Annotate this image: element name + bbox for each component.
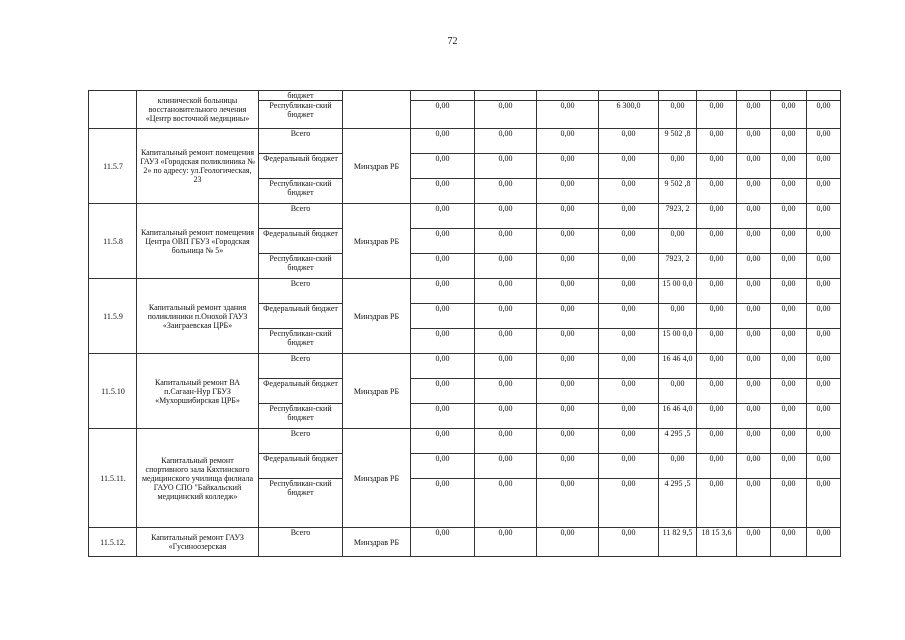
value-cell: 0,00 — [411, 528, 475, 557]
value-cell: 4 295 ,5 — [659, 429, 697, 454]
value-cell — [537, 91, 599, 101]
value-cell: 0,00 — [411, 204, 475, 229]
item-code: 11.5.8 — [89, 204, 137, 279]
value-cell: 0,00 — [771, 479, 807, 528]
value-cell — [737, 91, 771, 101]
value-cell: 0,00 — [697, 279, 737, 304]
value-cell: 0,00 — [807, 404, 841, 429]
value-cell: 0,00 — [737, 329, 771, 354]
value-cell: 0,00 — [659, 379, 697, 404]
value-cell: 0,00 — [599, 229, 659, 254]
value-cell: 0,00 — [807, 429, 841, 454]
value-cell: 0,00 — [737, 179, 771, 204]
value-cell: 0,00 — [599, 129, 659, 154]
value-cell: 0,00 — [537, 279, 599, 304]
funding-source: Республикан-ский бюджет — [259, 479, 343, 528]
value-cell: 0,00 — [807, 129, 841, 154]
value-cell: 0,00 — [737, 454, 771, 479]
value-cell: 0,00 — [537, 429, 599, 454]
value-cell: 0,00 — [771, 354, 807, 379]
funding-source: Республикан-ский бюджет — [259, 329, 343, 354]
value-cell: 0,00 — [697, 154, 737, 179]
value-cell: 0,00 — [771, 204, 807, 229]
value-cell: 0,00 — [737, 154, 771, 179]
value-cell: 0,00 — [475, 101, 537, 129]
executor: Минздрав РБ — [343, 129, 411, 204]
executor: Минздрав РБ — [343, 528, 411, 557]
funding-source: Республикан-ский бюджет — [259, 101, 343, 129]
value-cell: 0,00 — [737, 379, 771, 404]
funding-source: Всего — [259, 354, 343, 379]
value-cell: 0,00 — [659, 101, 697, 129]
value-cell: 0,00 — [537, 129, 599, 154]
value-cell: 0,00 — [599, 354, 659, 379]
value-cell: 0,00 — [599, 379, 659, 404]
funding-source: Всего — [259, 129, 343, 154]
value-cell: 0,00 — [807, 329, 841, 354]
value-cell: 0,00 — [411, 429, 475, 454]
value-cell: 0,00 — [771, 254, 807, 279]
item-code: 11.5.10 — [89, 354, 137, 429]
value-cell: 4 295 ,5 — [659, 479, 697, 528]
value-cell: 18 15 3,6 — [697, 528, 737, 557]
value-cell: 0,00 — [537, 479, 599, 528]
value-cell: 0,00 — [807, 479, 841, 528]
value-cell — [697, 91, 737, 101]
value-cell: 0,00 — [697, 454, 737, 479]
value-cell: 0,00 — [737, 304, 771, 329]
value-cell: 0,00 — [771, 179, 807, 204]
value-cell: 0,00 — [411, 404, 475, 429]
value-cell: 0,00 — [537, 101, 599, 129]
value-cell: 15 00 0,0 — [659, 279, 697, 304]
value-cell: 0,00 — [599, 479, 659, 528]
value-cell: 0,00 — [599, 279, 659, 304]
item-name: Капитальный ремонт помещения ГАУЗ «Городская поликлиника № 2» по адресу: ул.Геологическая, 23 — [137, 129, 259, 204]
value-cell: 0,00 — [697, 254, 737, 279]
funding-source: Республикан-ский бюджет — [259, 254, 343, 279]
executor: Минздрав РБ — [343, 429, 411, 528]
value-cell: 0,00 — [659, 454, 697, 479]
value-cell: 0,00 — [807, 101, 841, 129]
item-name: Капитальный ремонт здания поликлиники п.Онохой ГАУЗ «Заиграевская ЦРБ» — [137, 279, 259, 354]
value-cell: 0,00 — [537, 329, 599, 354]
value-cell: 0,00 — [475, 129, 537, 154]
value-cell: 0,00 — [537, 354, 599, 379]
value-cell: 0,00 — [599, 304, 659, 329]
value-cell: 0,00 — [807, 179, 841, 204]
funding-source: Федеральный бюджет — [259, 379, 343, 404]
value-cell: 0,00 — [771, 129, 807, 154]
value-cell: 0,00 — [697, 329, 737, 354]
value-cell: 0,00 — [697, 204, 737, 229]
value-cell: 0,00 — [475, 404, 537, 429]
value-cell: 0,00 — [807, 279, 841, 304]
value-cell: 0,00 — [537, 154, 599, 179]
value-cell: 0,00 — [411, 304, 475, 329]
value-cell: 0,00 — [737, 528, 771, 557]
item-name: клинической больницы восстановительного лечения «Центр восточной медицины» — [137, 91, 259, 129]
value-cell: 0,00 — [697, 354, 737, 379]
table-row — [89, 528, 841, 557]
budget-table — [88, 90, 841, 557]
value-cell: 0,00 — [697, 101, 737, 129]
table-row — [89, 129, 841, 154]
value-cell: 0,00 — [475, 229, 537, 254]
value-cell: 0,00 — [537, 304, 599, 329]
value-cell: 0,00 — [599, 429, 659, 454]
value-cell: 0,00 — [537, 404, 599, 429]
value-cell: 0,00 — [537, 229, 599, 254]
value-cell: 0,00 — [599, 528, 659, 557]
value-cell — [807, 91, 841, 101]
value-cell: 0,00 — [411, 229, 475, 254]
item-code: 11.5.11. — [89, 429, 137, 528]
item-code: 11.5.7 — [89, 129, 137, 204]
value-cell: 0,00 — [411, 279, 475, 304]
value-cell: 0,00 — [411, 329, 475, 354]
value-cell: 0,00 — [659, 154, 697, 179]
value-cell: 0,00 — [807, 204, 841, 229]
funding-source: Всего — [259, 429, 343, 454]
value-cell: 0,00 — [475, 329, 537, 354]
value-cell: 0,00 — [737, 101, 771, 129]
value-cell: 0,00 — [537, 454, 599, 479]
value-cell: 0,00 — [807, 379, 841, 404]
value-cell: 0,00 — [475, 379, 537, 404]
value-cell: 0,00 — [659, 229, 697, 254]
table-row — [89, 354, 841, 379]
value-cell: 0,00 — [807, 354, 841, 379]
value-cell: 0,00 — [475, 279, 537, 304]
value-cell: 0,00 — [599, 404, 659, 429]
value-cell: 0,00 — [737, 229, 771, 254]
value-cell: 0,00 — [475, 429, 537, 454]
table-row — [89, 429, 841, 454]
funding-source: бюджет — [259, 91, 343, 101]
value-cell: 0,00 — [475, 304, 537, 329]
value-cell: 0,00 — [771, 379, 807, 404]
value-cell: 0,00 — [537, 528, 599, 557]
value-cell: 0,00 — [599, 154, 659, 179]
value-cell: 0,00 — [771, 279, 807, 304]
funding-source: Республикан-ский бюджет — [259, 179, 343, 204]
value-cell: 7923, 2 — [659, 204, 697, 229]
value-cell: 0,00 — [807, 454, 841, 479]
value-cell: 0,00 — [697, 229, 737, 254]
value-cell — [475, 91, 537, 101]
value-cell: 0,00 — [697, 304, 737, 329]
item-name: Капитальный ремонт помещения Центра ОВП ГБУЗ «Городская больница № 5» — [137, 204, 259, 279]
value-cell: 0,00 — [807, 229, 841, 254]
value-cell: 0,00 — [697, 479, 737, 528]
value-cell: 0,00 — [475, 204, 537, 229]
value-cell: 0,00 — [807, 254, 841, 279]
value-cell: 0,00 — [771, 304, 807, 329]
value-cell: 11 82 9,5 — [659, 528, 697, 557]
value-cell: 0,00 — [697, 429, 737, 454]
value-cell: 7923, 2 — [659, 254, 697, 279]
value-cell: 0,00 — [411, 129, 475, 154]
value-cell: 0,00 — [411, 154, 475, 179]
value-cell: 16 46 4,0 — [659, 404, 697, 429]
value-cell: 0,00 — [475, 254, 537, 279]
value-cell: 0,00 — [475, 179, 537, 204]
value-cell: 0,00 — [771, 229, 807, 254]
value-cell: 0,00 — [771, 528, 807, 557]
funding-source: Всего — [259, 204, 343, 229]
executor: Минздрав РБ — [343, 354, 411, 429]
value-cell: 0,00 — [737, 254, 771, 279]
value-cell: 0,00 — [599, 179, 659, 204]
item-code: 11.5.12. — [89, 528, 137, 557]
value-cell: 0,00 — [411, 379, 475, 404]
value-cell: 0,00 — [599, 454, 659, 479]
value-cell: 0,00 — [411, 454, 475, 479]
value-cell: 0,00 — [737, 354, 771, 379]
funding-source: Республикан-ский бюджет — [259, 404, 343, 429]
value-cell — [659, 91, 697, 101]
value-cell: 0,00 — [697, 129, 737, 154]
value-cell: 16 46 4,0 — [659, 354, 697, 379]
value-cell: 0,00 — [537, 379, 599, 404]
funding-source: Федеральный бюджет — [259, 229, 343, 254]
item-name: Капитальный ремонт ГАУЗ «Гусиноозерская — [137, 528, 259, 557]
value-cell: 0,00 — [771, 329, 807, 354]
value-cell: 0,00 — [411, 479, 475, 528]
value-cell: 0,00 — [411, 254, 475, 279]
value-cell: 0,00 — [807, 304, 841, 329]
value-cell: 0,00 — [475, 154, 537, 179]
value-cell: 0,00 — [807, 528, 841, 557]
executor: Минздрав РБ — [343, 279, 411, 354]
value-cell: 0,00 — [737, 404, 771, 429]
value-cell: 0,00 — [771, 454, 807, 479]
value-cell: 0,00 — [771, 101, 807, 129]
funding-source: Всего — [259, 279, 343, 304]
value-cell: 0,00 — [737, 279, 771, 304]
value-cell: 0,00 — [599, 254, 659, 279]
table-row — [89, 91, 841, 101]
value-cell: 9 502 ,8 — [659, 179, 697, 204]
executor: Минздрав РБ — [343, 204, 411, 279]
value-cell: 0,00 — [697, 404, 737, 429]
table-row — [89, 279, 841, 304]
value-cell: 0,00 — [697, 179, 737, 204]
value-cell — [599, 91, 659, 101]
value-cell: 0,00 — [771, 404, 807, 429]
value-cell: 0,00 — [411, 354, 475, 379]
value-cell — [411, 91, 475, 101]
value-cell: 0,00 — [537, 179, 599, 204]
value-cell: 0,00 — [475, 454, 537, 479]
page-number: 72 — [447, 36, 458, 47]
value-cell: 0,00 — [599, 329, 659, 354]
value-cell: 0,00 — [475, 479, 537, 528]
value-cell: 0,00 — [737, 129, 771, 154]
funding-source: Федеральный бюджет — [259, 454, 343, 479]
value-cell: 0,00 — [537, 254, 599, 279]
value-cell: 0,00 — [659, 304, 697, 329]
table-row — [89, 204, 841, 229]
item-code: 11.5.9 — [89, 279, 137, 354]
value-cell: 0,00 — [737, 204, 771, 229]
funding-source: Федеральный бюджет — [259, 154, 343, 179]
value-cell: 0,00 — [737, 479, 771, 528]
value-cell: 0,00 — [411, 101, 475, 129]
value-cell: 0,00 — [737, 429, 771, 454]
funding-source: Всего — [259, 528, 343, 557]
value-cell: 0,00 — [475, 354, 537, 379]
item-name: Капитальный ремонт спортивного зала Кяхтинского медицинского училища филиала ГАУО СПО "Байкальский медицинский колледж» — [137, 429, 259, 528]
executor — [343, 91, 411, 129]
item-name: Капитальный ремонт ВА п.Сагаан-Нур ГБУЗ «Мухоршибирская ЦРБ» — [137, 354, 259, 429]
value-cell: 0,00 — [771, 154, 807, 179]
value-cell: 0,00 — [475, 528, 537, 557]
funding-source: Федеральный бюджет — [259, 304, 343, 329]
value-cell: 6 300,0 — [599, 101, 659, 129]
item-code — [89, 91, 137, 129]
value-cell: 0,00 — [411, 179, 475, 204]
value-cell: 0,00 — [697, 379, 737, 404]
value-cell: 9 502 ,8 — [659, 129, 697, 154]
value-cell: 0,00 — [771, 429, 807, 454]
value-cell — [771, 91, 807, 101]
value-cell: 0,00 — [537, 204, 599, 229]
value-cell: 15 00 0,0 — [659, 329, 697, 354]
value-cell: 0,00 — [807, 154, 841, 179]
value-cell: 0,00 — [599, 204, 659, 229]
